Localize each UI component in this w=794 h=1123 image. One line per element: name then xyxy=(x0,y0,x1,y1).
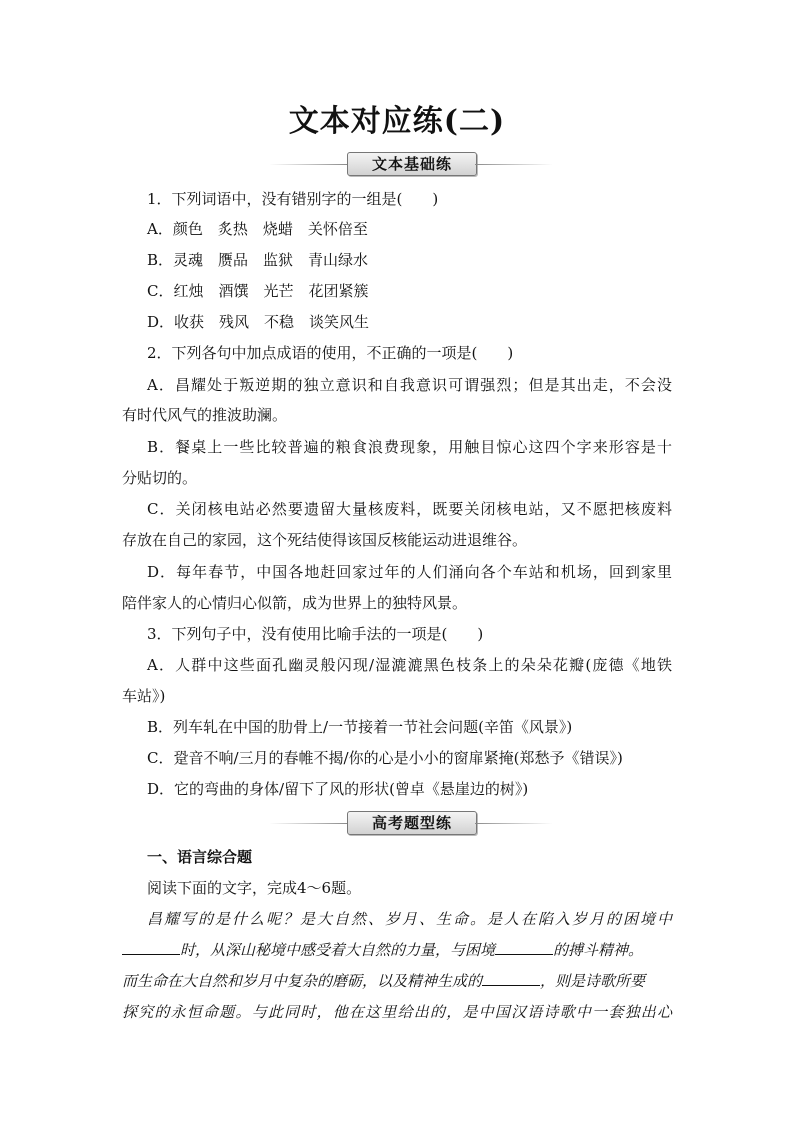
fill-blank-1[interactable] xyxy=(122,940,180,955)
q1-option-c: C．红烛 酒馔 光芒 花团紧簇 xyxy=(147,282,369,300)
section-label-exam: 高考题型练 xyxy=(347,811,477,835)
section-label-basic: 文本基础练 xyxy=(347,152,477,176)
q3-option-a-line1: A．人群中这些面孔幽灵般闪现/湿漉漉黑色枝条上的朵朵花瓣(庞德《地铁 xyxy=(147,656,672,674)
q2-option-d-line1: D．每年春节，中国各地赶回家过年的人们涌向各个车站和机场，回到家里 xyxy=(147,563,672,581)
section-banner-basic xyxy=(270,152,552,176)
passage-line-1: 昌耀写的是什么呢？是大自然、岁月、生命。是人在陷入岁月的困境中 xyxy=(147,910,672,928)
banner-divider-left xyxy=(270,823,347,824)
q2-option-b-line2: 分贴切的。 xyxy=(122,469,198,487)
q1-stem: 1．下列词语中，没有错别字的一组是( ) xyxy=(147,190,439,208)
q3-option-b: B．列车轧在中国的肋骨上/一节接着一节社会问题(辛笛《风景》) xyxy=(147,718,573,736)
passage-line-3-text-a: 而生命在大自然和岁月中复杂的磨砺，以及精神生成的 xyxy=(122,972,483,990)
part1-heading: 一、语言综合题 xyxy=(147,848,253,866)
banner-divider-right xyxy=(475,823,552,824)
passage-line-4: 探究的永恒命题。与此同时，他在这里给出的，是中国汉语诗歌中一套独出心 xyxy=(122,1003,672,1021)
q1-option-b: B．灵魂 赝品 监狱 青山绿水 xyxy=(147,251,369,269)
fill-blank-2[interactable] xyxy=(495,940,553,955)
passage-line-2 xyxy=(122,940,643,960)
passage-line-2-text-b: 的搏斗精神。 xyxy=(553,941,644,959)
q3-option-c: C．跫音不响/三月的春帷不揭/你的心是小小的窗扉紧掩(郑愁予《错误》) xyxy=(147,749,623,767)
passage-line-3 xyxy=(122,971,645,991)
q3-option-d: D．它的弯曲的身体/留下了风的形状(曾卓《悬崖边的树》) xyxy=(147,780,529,798)
part1-instruction: 阅读下面的文字，完成4～6题。 xyxy=(147,879,362,897)
section-banner-exam xyxy=(270,811,552,835)
banner-divider-right xyxy=(475,164,552,165)
page-title: 文本对应练(二) xyxy=(288,104,506,139)
passage-line-3-text-b: ，则是诗歌所要 xyxy=(540,972,646,990)
q3-option-a-line2: 车站》) xyxy=(122,687,166,705)
q2-option-c-line2: 存放在自己的家园，这个死结使得该国反核能运动进退维谷。 xyxy=(122,531,528,549)
q3-stem: 3．下列句子中，没有使用比喻手法的一项是( ) xyxy=(147,625,484,643)
banner-divider-left xyxy=(270,164,347,165)
q2-option-a-line2: 有时代风气的推波助澜。 xyxy=(122,406,288,424)
q2-option-a-line1: A．昌耀处于叛逆期的独立意识和自我意识可谓强烈；但是其出走，不会没 xyxy=(147,376,672,394)
fill-blank-3[interactable] xyxy=(482,971,540,986)
q2-option-d-line2: 陪伴家人的心情归心似箭，成为世界上的独特风景。 xyxy=(122,594,468,612)
q2-option-b-line1: B．餐桌上一些比较普遍的粮食浪费现象，用触目惊心这四个字来形容是十 xyxy=(147,438,672,456)
q2-stem: 2．下列各句中加点成语的使用，不正确的一项是( ) xyxy=(147,344,514,362)
q1-option-a: A．颜色 炙热 烧蜡 关怀倍至 xyxy=(147,220,368,238)
q2-option-c-line1: C．关闭核电站必然要遗留大量核废料，既要关闭核电站，又不愿把核废料 xyxy=(147,500,672,518)
q1-option-d: D．收获 残风 不稳 谈笑风生 xyxy=(147,313,370,331)
passage-line-2-text-a: 时，从深山秘境中感受着大自然的力量，与困境 xyxy=(180,941,496,959)
